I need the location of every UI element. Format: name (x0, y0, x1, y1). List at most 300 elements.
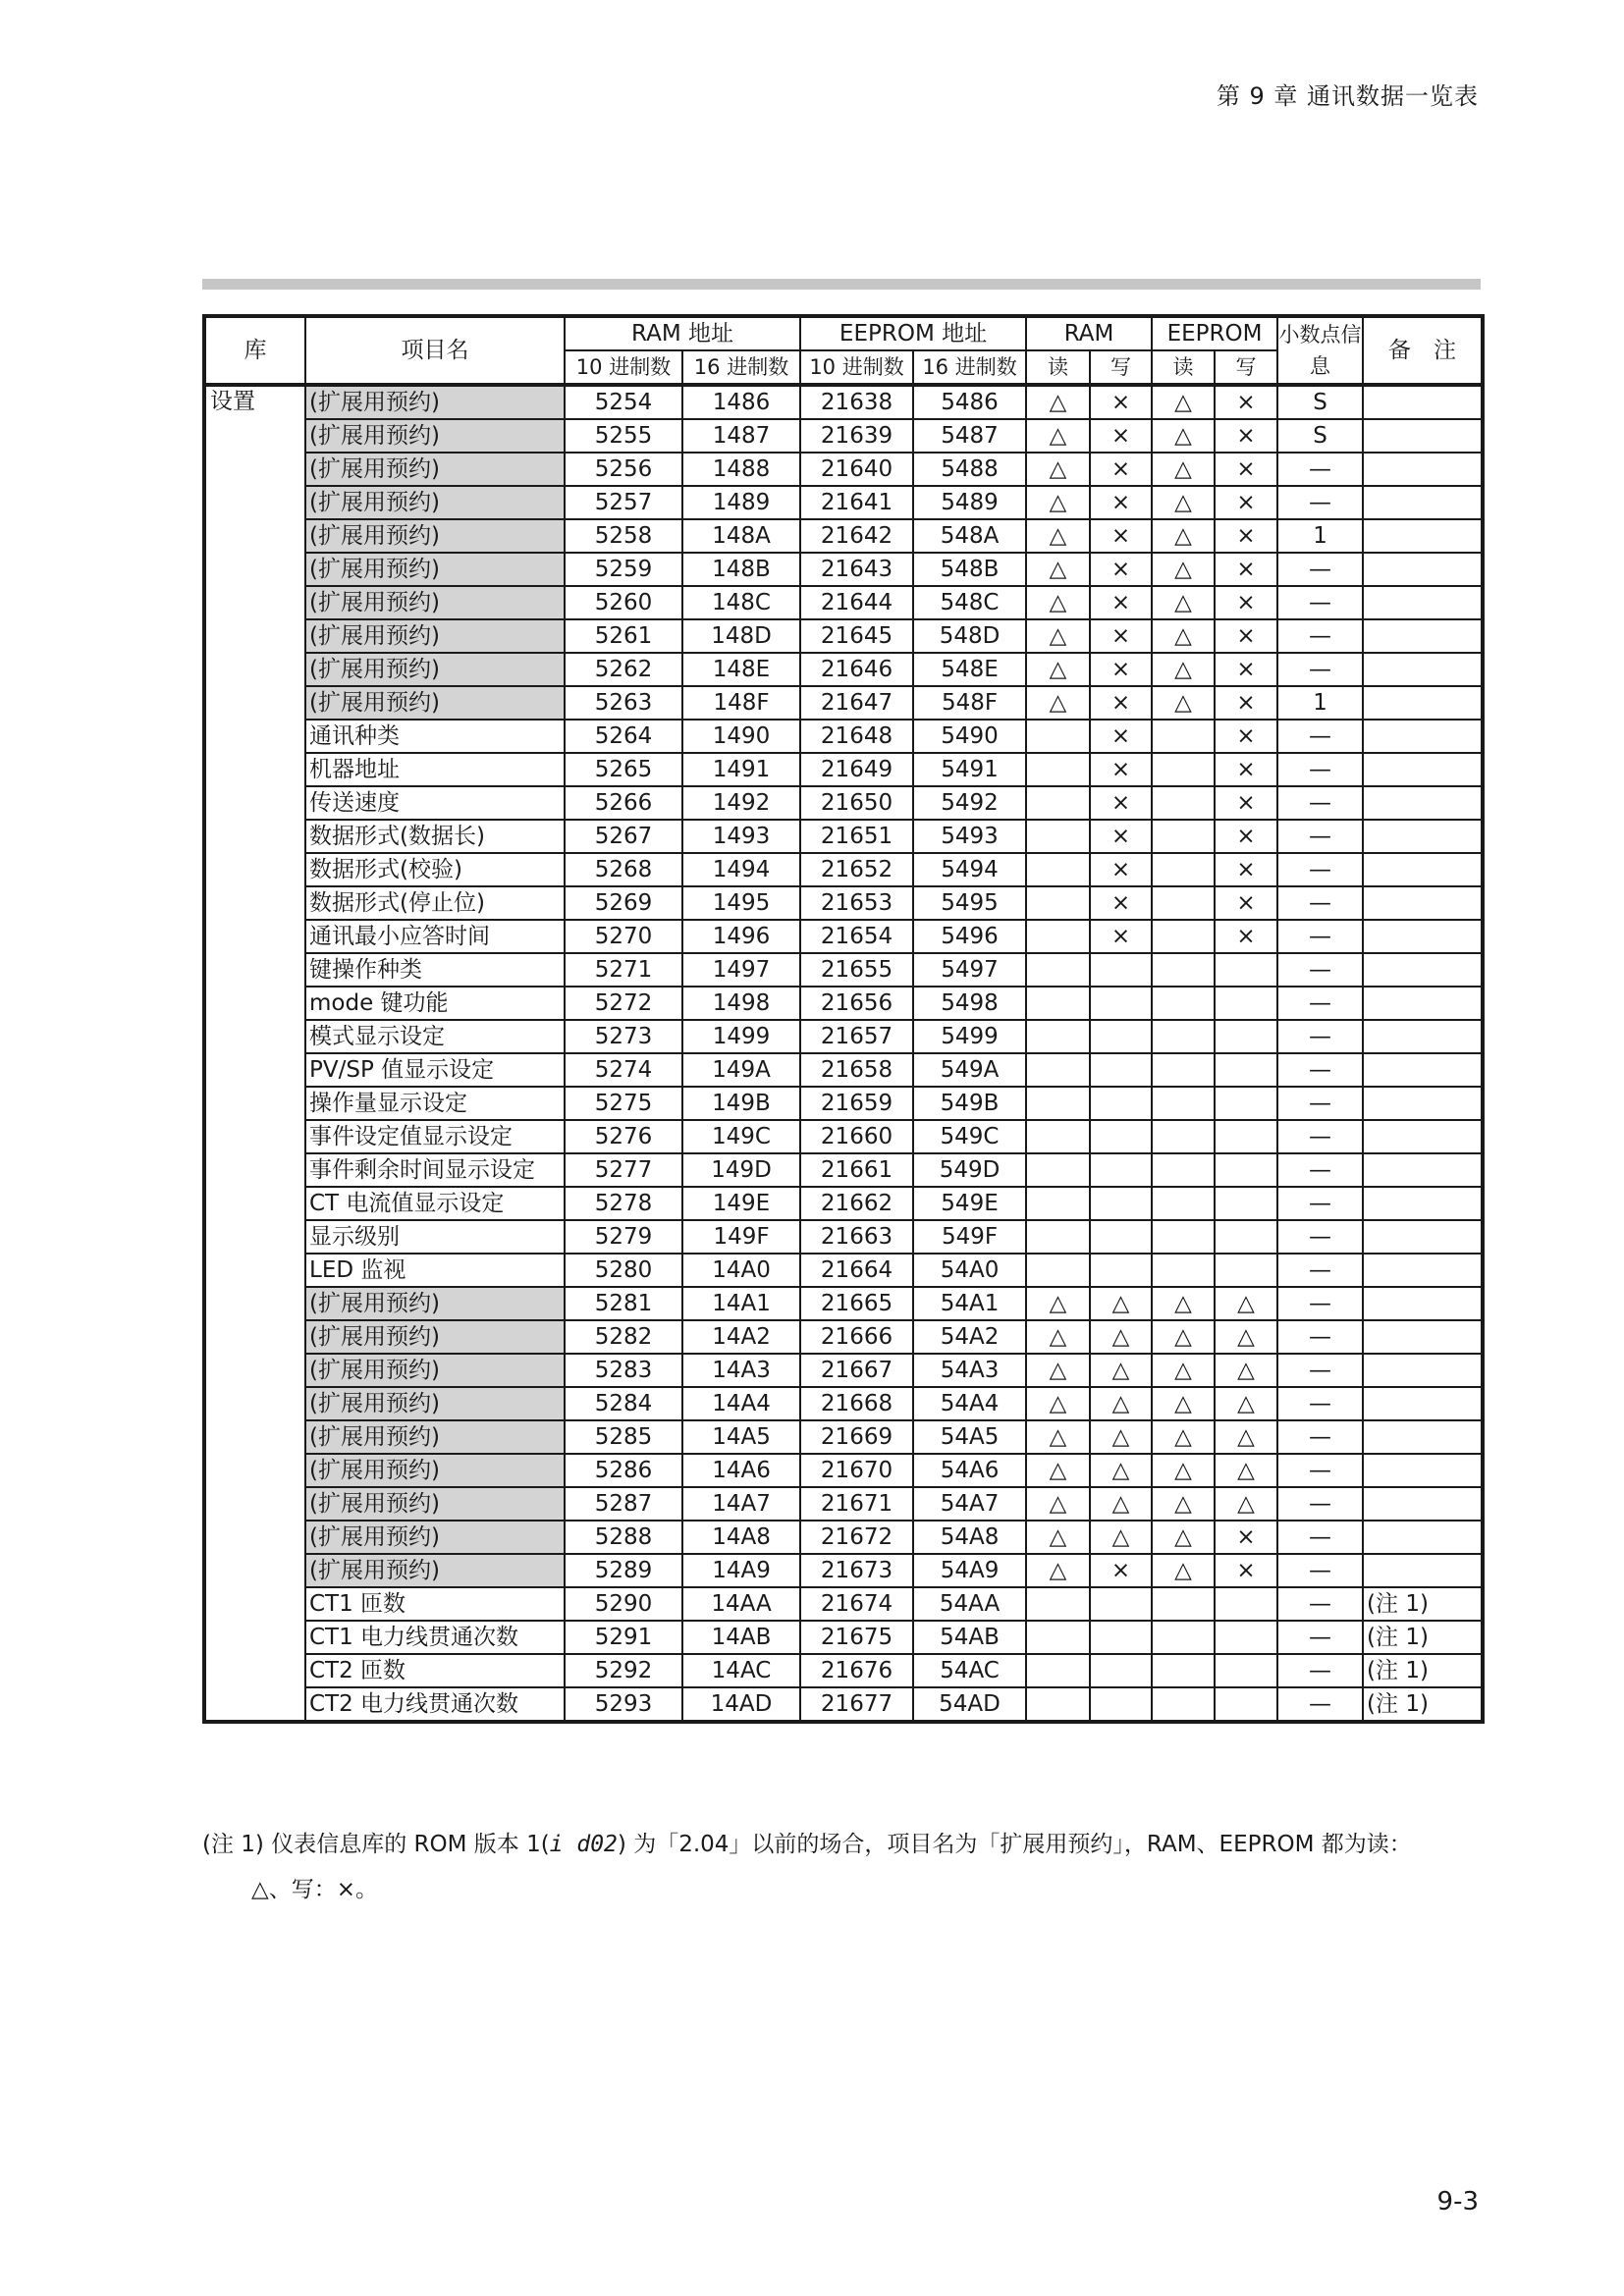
item-name-cell: 机器地址 (305, 753, 565, 786)
eeprom-hex-cell: 548E (913, 653, 1026, 686)
decimal-info-cell: — (1277, 953, 1363, 987)
item-name-cell: CT2 匝数 (305, 1654, 565, 1687)
eeprom-read-cell: △ (1152, 1487, 1215, 1521)
ram-dec-cell: 5265 (565, 753, 682, 786)
remarks-cell (1363, 1521, 1483, 1554)
ram-read-cell: △ (1026, 1320, 1090, 1354)
table-row (204, 1320, 1483, 1354)
eeprom-read-cell (1152, 1087, 1215, 1120)
eeprom-write-cell (1215, 1153, 1277, 1187)
eeprom-read-cell: △ (1152, 385, 1215, 419)
eeprom-read-cell: △ (1152, 586, 1215, 619)
item-name-cell: (扩展用预约) (305, 1287, 565, 1320)
decimal-info-cell: — (1277, 1354, 1363, 1387)
eeprom-write-cell (1215, 1053, 1277, 1087)
eeprom-read-cell (1152, 820, 1215, 853)
remarks-cell (1363, 786, 1483, 820)
table-row (204, 886, 1483, 920)
ram-hex-cell: 1493 (682, 820, 800, 853)
table-row (204, 653, 1483, 686)
eeprom-read-cell (1152, 1687, 1215, 1722)
ram-hex-cell: 149C (682, 1120, 800, 1153)
eeprom-read-cell (1152, 853, 1215, 886)
ram-write-cell (1090, 1254, 1152, 1287)
ram-dec-cell: 5287 (565, 1487, 682, 1521)
ram-read-cell (1026, 886, 1090, 920)
ram-write-cell (1090, 953, 1152, 987)
item-name-cell: (扩展用预约) (305, 653, 565, 686)
ram-read-cell (1026, 1020, 1090, 1053)
ram-dec-cell: 5273 (565, 1020, 682, 1053)
decimal-info-cell: — (1277, 486, 1363, 519)
decimal-info-cell: 1 (1277, 686, 1363, 720)
eeprom-write-cell: × (1215, 419, 1277, 453)
decimal-info-cell: — (1277, 1120, 1363, 1153)
eeprom-dec-cell: 21658 (800, 1053, 913, 1087)
ram-dec-cell: 5260 (565, 586, 682, 619)
item-name-cell: (扩展用预约) (305, 1420, 565, 1454)
decimal-info-cell: S (1277, 385, 1363, 419)
eeprom-read-cell: △ (1152, 686, 1215, 720)
eeprom-write-cell (1215, 1254, 1277, 1287)
table-row (204, 1354, 1483, 1387)
header-ram-write: 写 (1090, 350, 1152, 385)
remarks-cell (1363, 385, 1483, 419)
remarks-cell: (注 1) (1363, 1654, 1483, 1687)
item-name-cell: (扩展用预约) (305, 619, 565, 653)
eeprom-write-cell: × (1215, 619, 1277, 653)
eeprom-dec-cell: 21659 (800, 1087, 913, 1120)
eeprom-write-cell (1215, 1220, 1277, 1254)
remarks-cell (1363, 1087, 1483, 1120)
ram-write-cell: × (1090, 920, 1152, 953)
eeprom-dec-cell: 21673 (800, 1554, 913, 1587)
ram-hex-cell: 149F (682, 1220, 800, 1254)
ram-hex-cell: 148C (682, 586, 800, 619)
table-row (204, 1187, 1483, 1220)
eeprom-read-cell: △ (1152, 1521, 1215, 1554)
ram-write-cell: △ (1090, 1521, 1152, 1554)
decimal-info-cell: — (1277, 1587, 1363, 1621)
item-name-cell: 通讯种类 (305, 720, 565, 753)
eeprom-read-cell (1152, 886, 1215, 920)
eeprom-hex-cell: 5498 (913, 987, 1026, 1020)
footnote-text-suffix: ) 为「2.04」以前的场合，项目名为「扩展用预约」，RAM、EEPROM 都为读： (617, 1832, 1412, 1857)
eeprom-read-cell (1152, 1020, 1215, 1053)
ram-read-cell (1026, 1220, 1090, 1254)
eeprom-dec-cell: 21653 (800, 886, 913, 920)
eeprom-hex-cell: 54A3 (913, 1354, 1026, 1387)
ram-read-cell: △ (1026, 486, 1090, 519)
ram-write-cell (1090, 1587, 1152, 1621)
eeprom-dec-cell: 21649 (800, 753, 913, 786)
ram-read-cell (1026, 1687, 1090, 1722)
decimal-info-cell: — (1277, 1521, 1363, 1554)
decimal-info-cell: 1 (1277, 519, 1363, 553)
eeprom-hex-cell: 54A4 (913, 1387, 1026, 1420)
ram-write-cell: × (1090, 653, 1152, 686)
table-row (204, 1554, 1483, 1587)
decimal-info-cell: — (1277, 1554, 1363, 1587)
item-name-cell: 键操作种类 (305, 953, 565, 987)
ram-hex-cell: 14A5 (682, 1420, 800, 1454)
eeprom-hex-cell: 54AD (913, 1687, 1026, 1722)
item-name-cell: (扩展用预约) (305, 1554, 565, 1587)
eeprom-dec-cell: 21651 (800, 820, 913, 853)
eeprom-hex-cell: 5490 (913, 720, 1026, 753)
eeprom-read-cell (1152, 1254, 1215, 1287)
ram-dec-cell: 5255 (565, 419, 682, 453)
remarks-cell (1363, 920, 1483, 953)
chapter-header: 第 9 章 通讯数据一览表 (1216, 82, 1479, 110)
remarks-cell (1363, 853, 1483, 886)
decimal-info-cell: — (1277, 987, 1363, 1020)
item-name-cell: 事件设定值显示设定 (305, 1120, 565, 1153)
eeprom-dec-cell: 21663 (800, 1220, 913, 1254)
ram-dec-cell: 5290 (565, 1587, 682, 1621)
ram-read-cell (1026, 753, 1090, 786)
communication-data-table (202, 314, 1485, 1724)
item-name-cell: 通讯最小应答时间 (305, 920, 565, 953)
eeprom-dec-cell: 21643 (800, 553, 913, 586)
eeprom-dec-cell: 21667 (800, 1354, 913, 1387)
eeprom-dec-cell: 21642 (800, 519, 913, 553)
ram-read-cell: △ (1026, 586, 1090, 619)
eeprom-dec-cell: 21661 (800, 1153, 913, 1187)
eeprom-hex-cell: 549F (913, 1220, 1026, 1254)
item-name-cell: (扩展用预约) (305, 486, 565, 519)
eeprom-dec-cell: 21647 (800, 686, 913, 720)
table-row (204, 686, 1483, 720)
eeprom-read-cell: △ (1152, 619, 1215, 653)
eeprom-read-cell (1152, 1053, 1215, 1087)
item-name-cell: 模式显示设定 (305, 1020, 565, 1053)
ram-read-cell (1026, 720, 1090, 753)
eeprom-read-cell (1152, 1621, 1215, 1654)
ram-dec-cell: 5258 (565, 519, 682, 553)
ram-write-cell (1090, 1654, 1152, 1687)
ram-hex-cell: 1490 (682, 720, 800, 753)
eeprom-write-cell: △ (1215, 1454, 1277, 1487)
item-name-cell: 数据形式(数据长) (305, 820, 565, 853)
eeprom-write-cell: × (1215, 453, 1277, 486)
header-eeprom-address: EEPROM 地址 (800, 316, 1026, 350)
eeprom-hex-cell: 54A6 (913, 1454, 1026, 1487)
eeprom-write-cell (1215, 1621, 1277, 1654)
table-row (204, 1420, 1483, 1454)
ram-read-cell: △ (1026, 553, 1090, 586)
ram-write-cell: × (1090, 886, 1152, 920)
ram-hex-cell: 14A2 (682, 1320, 800, 1354)
item-name-cell: CT 电流值显示设定 (305, 1187, 565, 1220)
ram-write-cell: × (1090, 1554, 1152, 1587)
eeprom-read-cell: △ (1152, 1420, 1215, 1454)
ram-read-cell (1026, 987, 1090, 1020)
remarks-cell (1363, 519, 1483, 553)
table-row (204, 619, 1483, 653)
ram-hex-cell: 149B (682, 1087, 800, 1120)
ram-write-cell (1090, 1153, 1152, 1187)
eeprom-read-cell (1152, 987, 1215, 1020)
ram-hex-cell: 1491 (682, 753, 800, 786)
eeprom-dec-cell: 21662 (800, 1187, 913, 1220)
page-number: 9-3 (1436, 2187, 1479, 2216)
eeprom-dec-cell: 21670 (800, 1454, 913, 1487)
remarks-cell (1363, 1554, 1483, 1587)
ram-read-cell: △ (1026, 1387, 1090, 1420)
eeprom-read-cell: △ (1152, 453, 1215, 486)
ram-dec-cell: 5277 (565, 1153, 682, 1187)
table-row (204, 385, 1483, 419)
remarks-cell (1363, 1187, 1483, 1220)
ram-dec-cell: 5274 (565, 1053, 682, 1087)
eeprom-dec-cell: 21646 (800, 653, 913, 686)
header-library: 库 (204, 316, 305, 385)
decimal-info-cell: — (1277, 853, 1363, 886)
ram-write-cell: × (1090, 720, 1152, 753)
ram-write-cell: × (1090, 553, 1152, 586)
decimal-info-cell: — (1277, 1621, 1363, 1654)
item-name-cell: CT2 电力线贯通次数 (305, 1687, 565, 1722)
table-row (204, 753, 1483, 786)
header-ram-read: 读 (1026, 350, 1090, 385)
ram-hex-cell: 1496 (682, 920, 800, 953)
table-row (204, 1287, 1483, 1320)
decimal-info-cell: — (1277, 820, 1363, 853)
ram-dec-cell: 5285 (565, 1420, 682, 1454)
item-name-cell: CT1 电力线贯通次数 (305, 1621, 565, 1654)
rom-version-glyph: i d02 (549, 1832, 618, 1857)
remarks-cell (1363, 987, 1483, 1020)
remarks-cell (1363, 553, 1483, 586)
eeprom-write-cell: △ (1215, 1420, 1277, 1454)
header-eeprom-read: 读 (1152, 350, 1215, 385)
table-row (204, 1454, 1483, 1487)
remarks-cell (1363, 619, 1483, 653)
eeprom-hex-cell: 549E (913, 1187, 1026, 1220)
decimal-info-cell: — (1277, 1020, 1363, 1053)
ram-read-cell: △ (1026, 1287, 1090, 1320)
remarks-cell (1363, 419, 1483, 453)
ram-dec-cell: 5256 (565, 453, 682, 486)
decimal-info-cell: — (1277, 1220, 1363, 1254)
ram-read-cell (1026, 1153, 1090, 1187)
eeprom-hex-cell: 5493 (913, 820, 1026, 853)
eeprom-dec-cell: 21660 (800, 1120, 913, 1153)
ram-write-cell: × (1090, 853, 1152, 886)
item-name-cell: (扩展用预约) (305, 1521, 565, 1554)
eeprom-dec-cell: 21668 (800, 1387, 913, 1420)
ram-read-cell: △ (1026, 1554, 1090, 1587)
eeprom-hex-cell: 548F (913, 686, 1026, 720)
ram-hex-cell: 148F (682, 686, 800, 720)
ram-hex-cell: 1499 (682, 1020, 800, 1053)
ram-dec-cell: 5282 (565, 1320, 682, 1354)
eeprom-read-cell (1152, 1654, 1215, 1687)
ram-write-cell (1090, 1187, 1152, 1220)
eeprom-write-cell: △ (1215, 1287, 1277, 1320)
ram-hex-cell: 148E (682, 653, 800, 686)
ram-write-cell (1090, 1087, 1152, 1120)
eeprom-write-cell: × (1215, 820, 1277, 853)
eeprom-write-cell: × (1215, 553, 1277, 586)
ram-dec-cell: 5293 (565, 1687, 682, 1722)
ram-read-cell (1026, 1587, 1090, 1621)
eeprom-write-cell: × (1215, 786, 1277, 820)
decimal-info-cell: — (1277, 1454, 1363, 1487)
eeprom-dec-cell: 21654 (800, 920, 913, 953)
decimal-info-cell: — (1277, 1153, 1363, 1187)
eeprom-hex-cell: 549C (913, 1120, 1026, 1153)
eeprom-read-cell (1152, 1587, 1215, 1621)
eeprom-dec-cell: 21650 (800, 786, 913, 820)
ram-read-cell (1026, 1187, 1090, 1220)
remarks-cell (1363, 1120, 1483, 1153)
ram-hex-cell: 1494 (682, 853, 800, 886)
decimal-info-cell: — (1277, 1487, 1363, 1521)
ram-read-cell: △ (1026, 385, 1090, 419)
eeprom-hex-cell: 549A (913, 1053, 1026, 1087)
table-row (204, 1587, 1483, 1621)
eeprom-write-cell: × (1215, 753, 1277, 786)
ram-hex-cell: 14AB (682, 1621, 800, 1654)
eeprom-read-cell: △ (1152, 1287, 1215, 1320)
eeprom-hex-cell: 54A1 (913, 1287, 1026, 1320)
ram-read-cell (1026, 1254, 1090, 1287)
eeprom-hex-cell: 5486 (913, 385, 1026, 419)
ram-hex-cell: 149A (682, 1053, 800, 1087)
ram-read-cell: △ (1026, 686, 1090, 720)
ram-read-cell: △ (1026, 419, 1090, 453)
eeprom-read-cell: △ (1152, 653, 1215, 686)
ram-dec-cell: 5291 (565, 1621, 682, 1654)
table-row (204, 1487, 1483, 1521)
ram-read-cell: △ (1026, 1487, 1090, 1521)
ram-hex-cell: 14A1 (682, 1287, 800, 1320)
ram-read-cell (1026, 820, 1090, 853)
eeprom-write-cell: × (1215, 586, 1277, 619)
ram-hex-cell: 1497 (682, 953, 800, 987)
item-name-cell: LED 监视 (305, 1254, 565, 1287)
ram-hex-cell: 1498 (682, 987, 800, 1020)
eeprom-hex-cell: 548B (913, 553, 1026, 586)
table-row (204, 1621, 1483, 1654)
remarks-cell (1363, 1153, 1483, 1187)
ram-hex-cell: 149E (682, 1187, 800, 1220)
ram-write-cell: × (1090, 486, 1152, 519)
ram-dec-cell: 5288 (565, 1521, 682, 1554)
item-name-cell: (扩展用预约) (305, 553, 565, 586)
ram-write-cell (1090, 1020, 1152, 1053)
ram-hex-cell: 149D (682, 1153, 800, 1187)
eeprom-dec-cell: 21638 (800, 385, 913, 419)
ram-read-cell (1026, 1654, 1090, 1687)
eeprom-write-cell (1215, 953, 1277, 987)
decimal-info-cell: — (1277, 1187, 1363, 1220)
decimal-info-cell: — (1277, 786, 1363, 820)
item-name-cell: (扩展用预约) (305, 385, 565, 419)
eeprom-write-cell (1215, 1087, 1277, 1120)
footnote-line-1 (202, 1822, 1489, 1867)
item-name-cell: 事件剩余时间显示设定 (305, 1153, 565, 1187)
ram-read-cell: △ (1026, 1420, 1090, 1454)
ram-hex-cell: 1495 (682, 886, 800, 920)
ram-hex-cell: 14A6 (682, 1454, 800, 1487)
eeprom-hex-cell: 54AB (913, 1621, 1026, 1654)
decimal-info-cell: — (1277, 1254, 1363, 1287)
item-name-cell: (扩展用预约) (305, 686, 565, 720)
ram-hex-cell: 14A7 (682, 1487, 800, 1521)
header-decimal-info: 小数点信息 (1277, 316, 1363, 385)
header-ram-address: RAM 地址 (565, 316, 800, 350)
ram-dec-cell: 5254 (565, 385, 682, 419)
ram-hex-cell: 1492 (682, 786, 800, 820)
item-name-cell: (扩展用预约) (305, 1387, 565, 1420)
footnote-text-prefix: (注 1) 仪表信息库的 ROM 版本 1( (202, 1832, 550, 1857)
table-row (204, 920, 1483, 953)
ram-read-cell (1026, 853, 1090, 886)
eeprom-write-cell: × (1215, 486, 1277, 519)
decimal-info-cell: — (1277, 1420, 1363, 1454)
ram-dec-cell: 5262 (565, 653, 682, 686)
ram-hex-cell: 148D (682, 619, 800, 653)
remarks-cell (1363, 753, 1483, 786)
eeprom-write-cell: △ (1215, 1354, 1277, 1387)
ram-hex-cell: 14AA (682, 1587, 800, 1621)
item-name-cell: 显示级别 (305, 1220, 565, 1254)
eeprom-write-cell (1215, 1020, 1277, 1053)
ram-hex-cell: 1488 (682, 453, 800, 486)
ram-dec-cell: 5270 (565, 920, 682, 953)
footnote-line-2: △、写：×。 (251, 1877, 378, 1902)
eeprom-hex-cell: 548C (913, 586, 1026, 619)
table-row (204, 453, 1483, 486)
table-row (204, 586, 1483, 619)
item-name-cell: CT1 匝数 (305, 1587, 565, 1621)
item-name-cell: (扩展用预约) (305, 1354, 565, 1387)
eeprom-hex-cell: 54A5 (913, 1420, 1026, 1454)
item-name-cell: 数据形式(停止位) (305, 886, 565, 920)
ram-write-cell: △ (1090, 1387, 1152, 1420)
ram-hex-cell: 14A3 (682, 1354, 800, 1387)
table-row (204, 486, 1483, 519)
decimal-info-cell: — (1277, 1287, 1363, 1320)
eeprom-hex-cell: 54A8 (913, 1521, 1026, 1554)
item-name-cell: (扩展用预约) (305, 1320, 565, 1354)
ram-hex-cell: 14A9 (682, 1554, 800, 1587)
ram-read-cell: △ (1026, 653, 1090, 686)
eeprom-dec-cell: 21664 (800, 1254, 913, 1287)
decimal-info-cell: — (1277, 1654, 1363, 1687)
decimal-info-cell: — (1277, 586, 1363, 619)
ram-hex-cell: 14A8 (682, 1521, 800, 1554)
item-name-cell: 数据形式(校验) (305, 853, 565, 886)
eeprom-read-cell: △ (1152, 1354, 1215, 1387)
ram-dec-cell: 5267 (565, 820, 682, 853)
header-eeprom-dec: 10 进制数 (800, 350, 913, 385)
eeprom-write-cell: × (1215, 686, 1277, 720)
item-name-cell: (扩展用预约) (305, 419, 565, 453)
eeprom-read-cell: △ (1152, 1320, 1215, 1354)
ram-dec-cell: 5268 (565, 853, 682, 886)
ram-write-cell: △ (1090, 1320, 1152, 1354)
remarks-cell (1363, 886, 1483, 920)
eeprom-read-cell: △ (1152, 1554, 1215, 1587)
header-item-name: 项目名 (305, 316, 565, 385)
eeprom-read-cell (1152, 1153, 1215, 1187)
ram-dec-cell: 5280 (565, 1254, 682, 1287)
ram-hex-cell: 14A4 (682, 1387, 800, 1420)
